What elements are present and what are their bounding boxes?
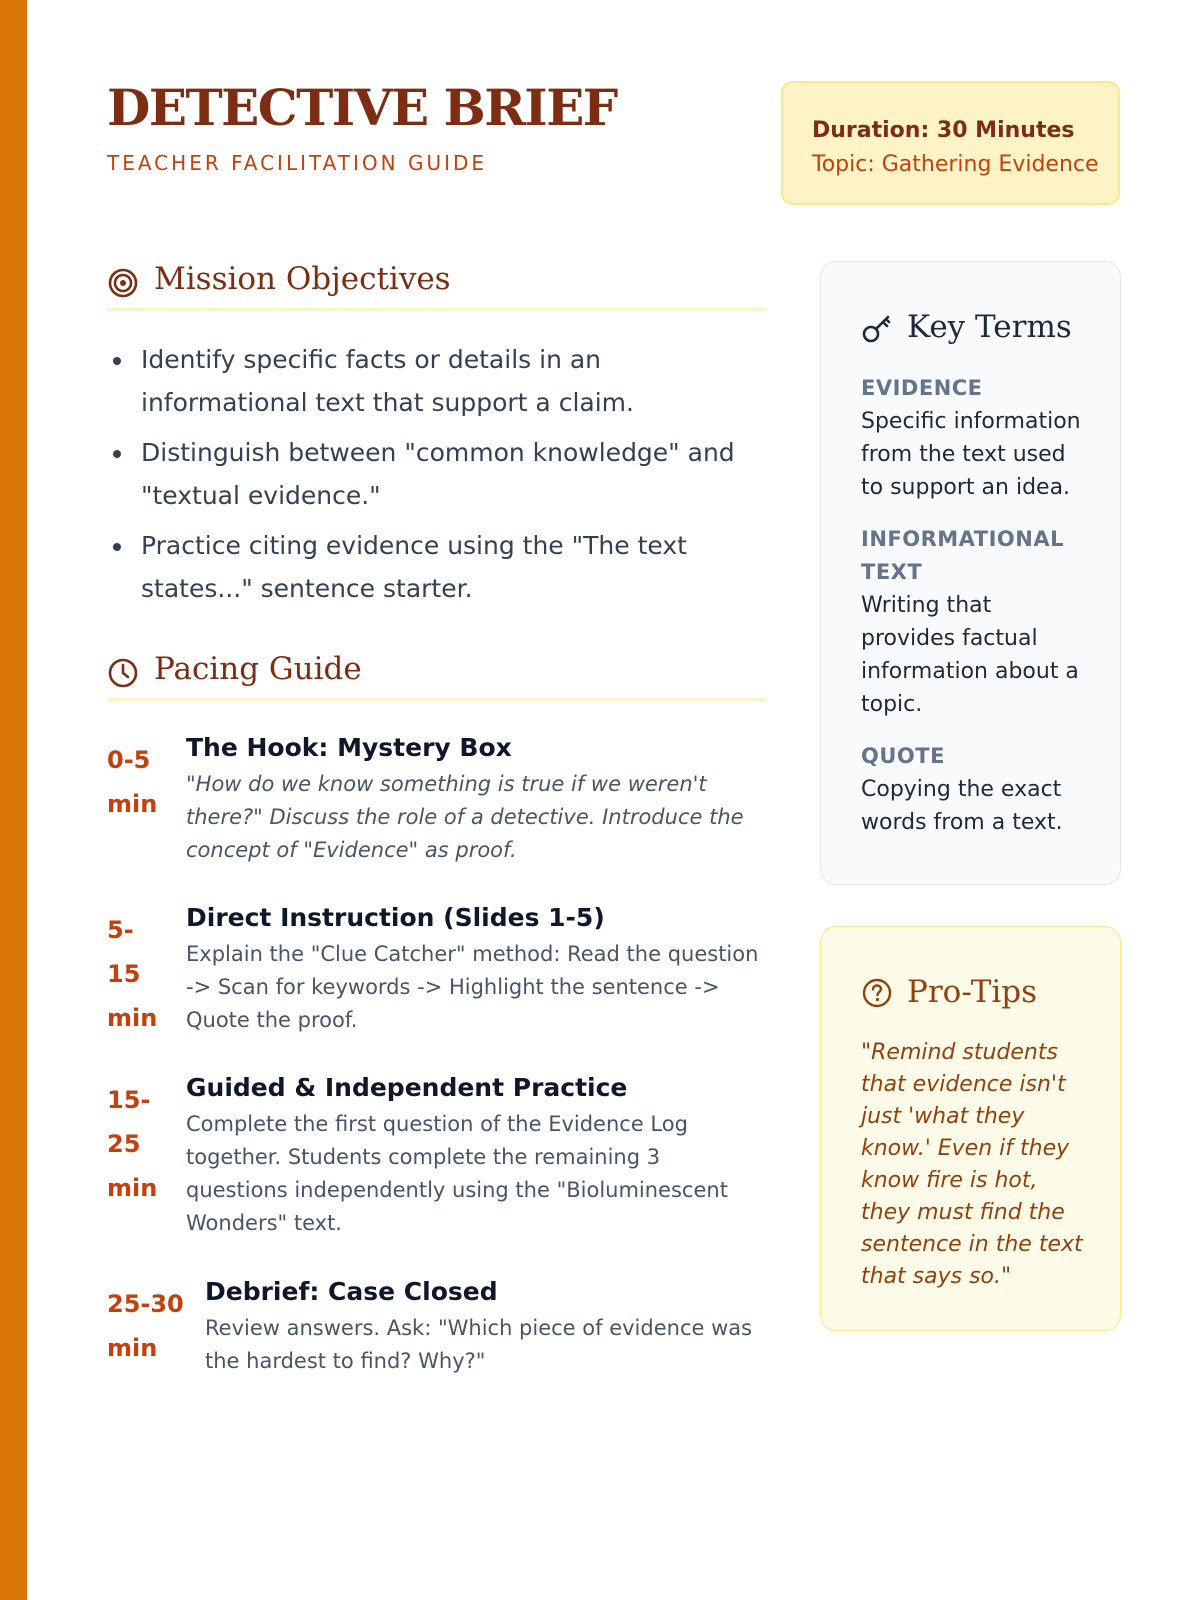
pacing-desc: Complete the first question of the Evidence Log together. Students complete the remaining 3 questions independently using the "Bioluminescent Wonders" text. [186,1112,728,1235]
pro-tips-quote: "Remind students that evidence isn't just 'what they know.' Even if they know fire is hot, they must find the sentence in the text that says so." [861,1040,1083,1289]
key-terms-card [820,261,1121,885]
pacing-time [107,1078,157,1210]
lesson-meta-box [781,81,1120,205]
clock-icon [107,657,139,689]
objective-item: Practice citing evidence using the "The text states..." sentence starter. [107,524,757,610]
pacing-body [186,730,767,867]
pacing-time-line: min [107,1004,158,1032]
topic-label: Topic: Gathering Evidence [812,152,1099,177]
pacing-section-header [107,646,766,701]
page-subtitle: TEACHER FACILITATION GUIDE [107,151,488,175]
pacing-time-line: 15 [107,960,141,988]
term-definition: Writing that provides factual information about a topic. [861,593,1079,717]
pacing-time-line: 25 [107,1130,141,1158]
duration-label: Duration: 30 Minutes [812,118,1075,143]
target-icon [107,267,139,299]
pacing-row [107,900,767,1060]
pacing-title: Direct Instruction (Slides 1-5) [186,903,605,932]
objectives-section-header [107,256,766,311]
pacing-time-line: min [107,1174,158,1202]
pacing-time-line: min [107,1334,158,1362]
pacing-time-line: 0-5 [107,746,151,774]
pacing-body [186,1070,767,1240]
pro-tips-header [861,971,1120,1015]
term-word: EVIDENCE [861,376,983,400]
key-icon [861,312,893,344]
objective-item: Identify specific facts or details in an informational text that support a claim. [107,338,757,424]
pacing-row [107,730,767,880]
term-word: INFORMATIONAL TEXT [861,527,1064,584]
objectives-list [107,338,757,617]
page-title: DETECTIVE BRIEF [107,78,617,137]
pacing-time-line: 15- [107,1086,151,1114]
pro-tips-heading: Pro-Tips [907,974,1038,1010]
left-accent-bar [0,0,27,1600]
pacing-desc: "How do we know something is true if we weren't there?" Discuss the role of a detective. Introduce the concept of "Evidence" as proof. [186,772,744,862]
pacing-desc: Review answers. Ask: "Which piece of evidence was the hardest to find? Why?" [205,1316,753,1373]
pacing-row [107,1070,767,1250]
objectives-heading: Mission Objectives [154,261,451,297]
pacing-time [107,908,157,1040]
pacing-time [107,738,157,826]
pacing-body [186,900,767,1037]
pro-tips-card [820,926,1121,1331]
pacing-title: Guided & Independent Practice [186,1073,628,1102]
pacing-heading: Pacing Guide [154,651,362,687]
pacing-desc: Explain the "Clue Catcher" method: Read the question -> Scan for keywords -> Highlight the sentence -> Quote the proof. [186,942,759,1032]
key-terms-header [861,306,1120,350]
term-definition: Copying the exact words from a text. [861,777,1063,835]
term-word: QUOTE [861,744,945,768]
pacing-time-line: min [107,790,158,818]
pacing-title: The Hook: Mystery Box [186,733,512,762]
term-definition: Specific information from the text used to support an idea. [861,409,1081,500]
pacing-time-line: 25-30 [107,1290,184,1318]
pacing-row [107,1274,767,1384]
objective-item: Distinguish between "common knowledge" and "textual evidence." [107,431,757,517]
pacing-body [205,1274,767,1378]
pacing-time [107,1282,184,1370]
key-terms-heading: Key Terms [907,309,1072,345]
pacing-time-line: 5- [107,916,134,944]
pacing-title: Debrief: Case Closed [205,1277,498,1306]
question-circle-icon [861,977,893,1009]
